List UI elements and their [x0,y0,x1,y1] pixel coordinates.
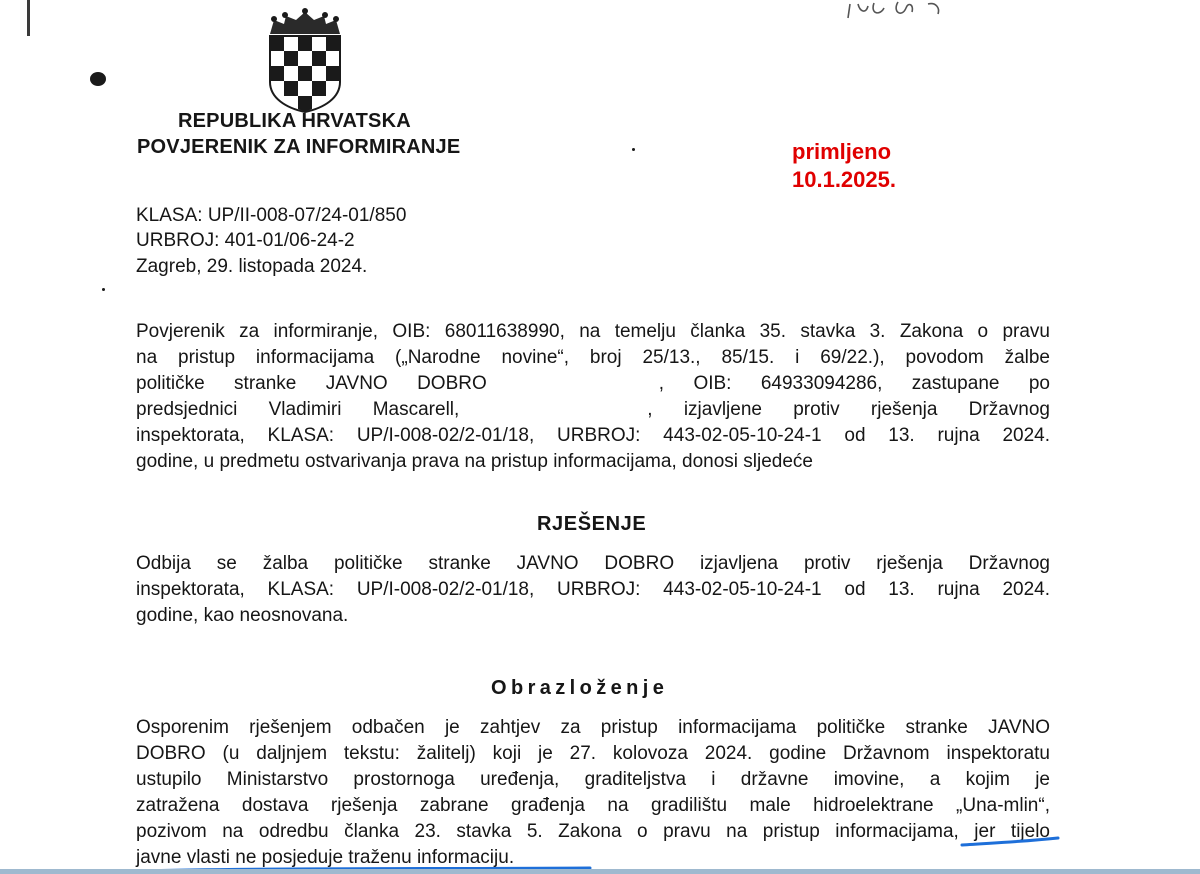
text-fragment: , izjavljene protiv rješenja Državnog [647,399,1050,420]
text-line: godine, u predmetu ostvarivanja prava na pristup informacijama, donosi sljedeće [136,451,813,472]
text-line: javne vlasti ne posjeduje traženu informaciju. [136,847,515,868]
text-line: zatražena dostava rješenja zabrane građenja na gradilištu male hidroelektrane „Una-mlin“, [136,795,1050,816]
received-stamp-date: 10.1.2025. [792,167,896,192]
ruling-heading: RJEŠENJE [537,513,647,535]
text-fragment: , OIB: 64933094286, zastupane po [658,373,1050,394]
text-line: Osporenim rješenjem odbačen je zahtjev za pristup informacijama političke stranke JAVNO [136,717,1050,738]
urbroj: URBROJ: 401-01/06-24-2 [136,230,355,251]
window-bottom-edge [0,869,1200,874]
text-line: inspektorata, KLASA: UP/I-008-02/2-01/18, URBROJ: 443-02-05-10-24-1 od 13. rujna 2024. [136,425,1050,446]
text-line: inspektorata, KLASA: UP/I-008-02/2-01/18, URBROJ: 443-02-05-10-24-1 od 13. rujna 2024. [136,579,1050,600]
text-line: Odbija se žalba političke stranke JAVNO DOBRO izjavljena protiv rješenja Državnog [136,553,1050,574]
text-line: godine, kao neosnovana. [136,605,349,626]
place-date: Zagreb, 29. listopada 2024. [136,256,368,277]
reasoning-heading: Obrazloženje [491,677,669,699]
received-stamp-label: primljeno [792,139,892,164]
pen-underline [962,838,1058,845]
text-fragment: političke stranke JAVNO DOBRO [136,373,487,394]
text-line: na pristup informacijama („Narodne novine“, broj 25/13., 85/15. i 69/22.), povodom žalbe [136,347,1050,368]
text-fragment: predsjednici Vladimiri Mascarell, [136,399,460,420]
country-name: REPUBLIKA HRVATSKA [178,110,411,132]
text-line: DOBRO (u daljnjem tekstu: žalitelj) koji je 27. kolovoza 2024. godine Državnom inspektoratu [136,743,1050,764]
text-line: Povjerenik za informiranje, OIB: 68011638990, na temelju članka 35. stavka 3. Zakona o pravu [136,321,1050,342]
klasa: KLASA: UP/II-008-07/24-01/850 [136,205,407,226]
institution-name: POVJERENIK ZA INFORMIRANJE [137,136,461,158]
text-line: pozivom na odredbu članka 23. stavka 5. Zakona o pravu na pristup informacijama, jer tijelo [136,821,1050,842]
text-line: ustupilo Ministarstvo prostornoga uređenja, graditeljstva i državne imovine, a kojim je [136,769,1050,790]
